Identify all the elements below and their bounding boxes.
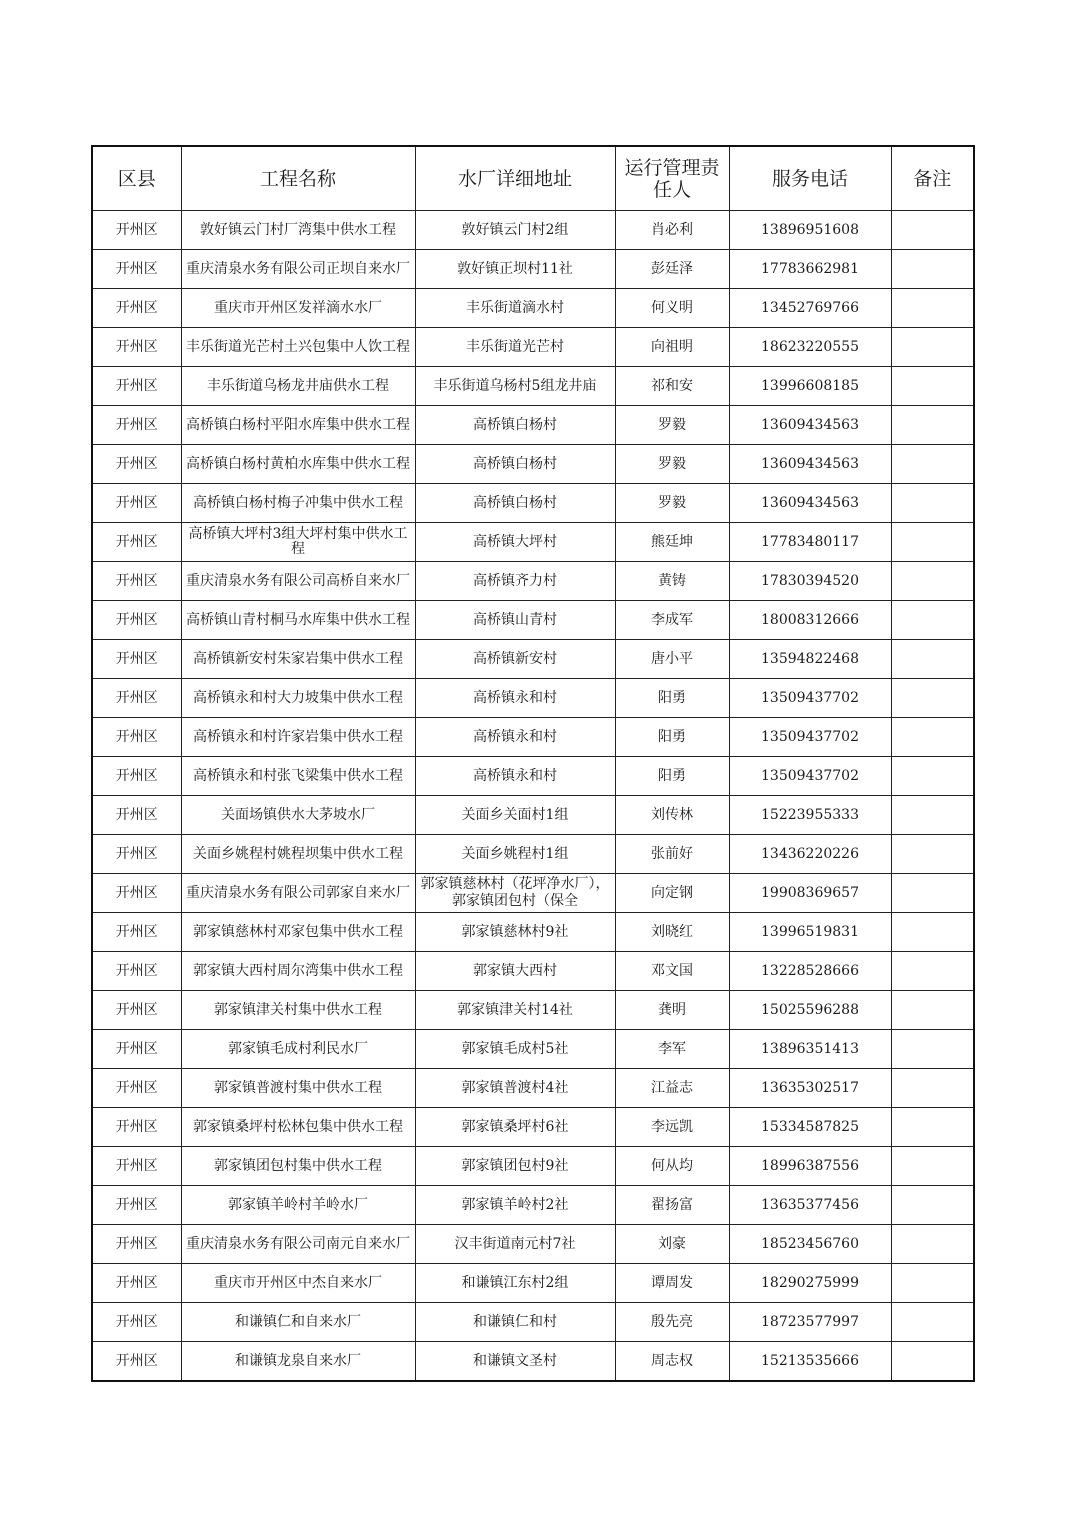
cell-county: 开州区 <box>92 991 181 1030</box>
cell-project-name: 郭家镇桑坪村松林包集中供水工程 <box>181 1108 415 1147</box>
cell-manager: 肖必利 <box>615 211 729 250</box>
cell-service-phone: 18523456760 <box>729 1225 891 1264</box>
cell-manager: 何从均 <box>615 1147 729 1186</box>
cell-note <box>891 562 974 601</box>
table-row <box>92 367 974 406</box>
cell-project-name: 敦好镇云门村厂湾集中供水工程 <box>181 211 415 250</box>
cell-plant-address: 郭家镇慈林村9社 <box>415 913 615 952</box>
cell-service-phone: 13609434563 <box>729 406 891 445</box>
cell-county: 开州区 <box>92 523 181 562</box>
cell-service-phone: 13452769766 <box>729 289 891 328</box>
cell-note <box>891 835 974 874</box>
table-row <box>92 640 974 679</box>
header-plant-address: 水厂详细地址 <box>415 146 615 211</box>
cell-service-phone: 13635377456 <box>729 1186 891 1225</box>
cell-plant-address: 和谦镇仁和村 <box>415 1303 615 1342</box>
cell-project-name: 重庆清泉水务有限公司正坝自来水厂 <box>181 250 415 289</box>
cell-note <box>891 1303 974 1342</box>
cell-manager: 向祖明 <box>615 328 729 367</box>
table-row <box>92 991 974 1030</box>
cell-note <box>891 757 974 796</box>
cell-service-phone: 18623220555 <box>729 328 891 367</box>
cell-plant-address: 高桥镇齐力村 <box>415 562 615 601</box>
cell-service-phone: 13509437702 <box>729 679 891 718</box>
cell-note <box>891 1108 974 1147</box>
cell-manager: 熊廷坤 <box>615 523 729 562</box>
table-row <box>92 1264 974 1303</box>
cell-county: 开州区 <box>92 1303 181 1342</box>
table-row <box>92 1108 974 1147</box>
cell-county: 开州区 <box>92 679 181 718</box>
cell-note <box>891 679 974 718</box>
header-manager: 运行管理责任人 <box>615 146 729 211</box>
cell-county: 开州区 <box>92 1342 181 1382</box>
cell-project-name: 重庆市开州区中杰自来水厂 <box>181 1264 415 1303</box>
table-row <box>92 874 974 913</box>
table-row <box>92 562 974 601</box>
cell-county: 开州区 <box>92 1264 181 1303</box>
table-header <box>92 146 974 211</box>
cell-note <box>891 445 974 484</box>
table-row <box>92 952 974 991</box>
cell-service-phone: 13996608185 <box>729 367 891 406</box>
cell-service-phone: 13509437702 <box>729 757 891 796</box>
cell-manager: 殷先亮 <box>615 1303 729 1342</box>
cell-plant-address: 和谦镇文圣村 <box>415 1342 615 1382</box>
table-row <box>92 445 974 484</box>
cell-plant-address: 郭家镇桑坪村6社 <box>415 1108 615 1147</box>
cell-project-name: 郭家镇大西村周尔湾集中供水工程 <box>181 952 415 991</box>
cell-county: 开州区 <box>92 835 181 874</box>
cell-service-phone: 15025596288 <box>729 991 891 1030</box>
cell-county: 开州区 <box>92 406 181 445</box>
cell-note <box>891 250 974 289</box>
header-project-name: 工程名称 <box>181 146 415 211</box>
table-row <box>92 1069 974 1108</box>
cell-plant-address: 关面乡关面村1组 <box>415 796 615 835</box>
cell-service-phone: 13609434563 <box>729 445 891 484</box>
cell-county: 开州区 <box>92 1225 181 1264</box>
cell-county: 开州区 <box>92 1069 181 1108</box>
cell-service-phone: 17783662981 <box>729 250 891 289</box>
cell-manager: 李远凯 <box>615 1108 729 1147</box>
cell-county: 开州区 <box>92 874 181 913</box>
cell-service-phone: 18723577997 <box>729 1303 891 1342</box>
cell-note <box>891 289 974 328</box>
cell-project-name: 高桥镇白杨村平阳水库集中供水工程 <box>181 406 415 445</box>
cell-note <box>891 367 974 406</box>
cell-county: 开州区 <box>92 913 181 952</box>
cell-manager: 黄铸 <box>615 562 729 601</box>
cell-project-name: 郭家镇普渡村集中供水工程 <box>181 1069 415 1108</box>
cell-plant-address-text: 郭家镇慈林村（花坪净水厂），郭家镇团包村（保全 <box>420 876 610 909</box>
table-row <box>92 757 974 796</box>
header-service-phone: 服务电话 <box>729 146 891 211</box>
cell-county: 开州区 <box>92 445 181 484</box>
cell-project-name: 高桥镇大坪村3组大坪村集中供水工程 <box>181 523 415 562</box>
cell-plant-address: 高桥镇永和村 <box>415 679 615 718</box>
cell-note <box>891 913 974 952</box>
cell-project-name: 高桥镇永和村张飞梁集中供水工程 <box>181 757 415 796</box>
table-row <box>92 835 974 874</box>
cell-service-phone: 18290275999 <box>729 1264 891 1303</box>
cell-note <box>891 484 974 523</box>
cell-plant-address: 丰乐街道光芒村 <box>415 328 615 367</box>
table-row <box>92 1186 974 1225</box>
table-row <box>92 523 974 562</box>
cell-project-name: 高桥镇白杨村黄柏水库集中供水工程 <box>181 445 415 484</box>
cell-service-phone: 13228528666 <box>729 952 891 991</box>
cell-service-phone: 19908369657 <box>729 874 891 913</box>
table-row <box>92 913 974 952</box>
cell-service-phone: 13609434563 <box>729 484 891 523</box>
cell-project-name: 郭家镇慈林村邓家包集中供水工程 <box>181 913 415 952</box>
table-row <box>92 1147 974 1186</box>
cell-manager: 刘豪 <box>615 1225 729 1264</box>
cell-note <box>891 1225 974 1264</box>
cell-manager: 罗毅 <box>615 406 729 445</box>
cell-manager: 阳勇 <box>615 757 729 796</box>
cell-plant-address: 高桥镇永和村 <box>415 757 615 796</box>
cell-project-name: 丰乐街道光芒村土兴包集中人饮工程 <box>181 328 415 367</box>
cell-plant-address: 郭家镇津关村14社 <box>415 991 615 1030</box>
cell-project-name: 关面场镇供水大茅坡水厂 <box>181 796 415 835</box>
cell-service-phone: 15334587825 <box>729 1108 891 1147</box>
cell-note <box>891 523 974 562</box>
cell-plant-address: 和谦镇江东村2组 <box>415 1264 615 1303</box>
cell-service-phone: 15213535666 <box>729 1342 891 1382</box>
cell-note <box>891 718 974 757</box>
cell-plant-address <box>415 874 615 913</box>
water-supply-table-sheet <box>91 145 973 1382</box>
cell-county: 开州区 <box>92 211 181 250</box>
cell-project-name: 和谦镇龙泉自来水厂 <box>181 1342 415 1382</box>
cell-county: 开州区 <box>92 250 181 289</box>
table-row <box>92 1030 974 1069</box>
table-row <box>92 796 974 835</box>
cell-project-name: 郭家镇团包村集中供水工程 <box>181 1147 415 1186</box>
cell-plant-address: 郭家镇团包村9社 <box>415 1147 615 1186</box>
cell-project-name: 关面乡姚程村姚程坝集中供水工程 <box>181 835 415 874</box>
cell-plant-address: 高桥镇白杨村 <box>415 445 615 484</box>
table-row <box>92 289 974 328</box>
cell-manager: 张前好 <box>615 835 729 874</box>
cell-service-phone: 18996387556 <box>729 1147 891 1186</box>
cell-plant-address: 高桥镇永和村 <box>415 718 615 757</box>
cell-county: 开州区 <box>92 289 181 328</box>
cell-project-name: 高桥镇永和村大力坡集中供水工程 <box>181 679 415 718</box>
header-note: 备注 <box>891 146 974 211</box>
cell-county: 开州区 <box>92 601 181 640</box>
cell-manager: 阳勇 <box>615 718 729 757</box>
cell-manager: 周志权 <box>615 1342 729 1382</box>
cell-county: 开州区 <box>92 1108 181 1147</box>
table-body <box>92 211 974 1382</box>
cell-county: 开州区 <box>92 328 181 367</box>
cell-manager: 彭廷泽 <box>615 250 729 289</box>
cell-project-name: 高桥镇永和村许家岩集中供水工程 <box>181 718 415 757</box>
cell-manager: 邓文国 <box>615 952 729 991</box>
table-row <box>92 211 974 250</box>
cell-service-phone: 15223955333 <box>729 796 891 835</box>
cell-county: 开州区 <box>92 640 181 679</box>
cell-service-phone: 17783480117 <box>729 523 891 562</box>
table-row <box>92 1225 974 1264</box>
cell-plant-address: 高桥镇白杨村 <box>415 406 615 445</box>
cell-manager: 谭周发 <box>615 1264 729 1303</box>
cell-county: 开州区 <box>92 367 181 406</box>
cell-plant-address: 敦好镇云门村2组 <box>415 211 615 250</box>
cell-plant-address: 高桥镇大坪村 <box>415 523 615 562</box>
cell-project-name: 郭家镇毛成村利民水厂 <box>181 1030 415 1069</box>
cell-project-name: 重庆清泉水务有限公司高桥自来水厂 <box>181 562 415 601</box>
cell-note <box>891 1147 974 1186</box>
cell-note <box>891 952 974 991</box>
cell-note <box>891 328 974 367</box>
cell-service-phone: 13635302517 <box>729 1069 891 1108</box>
table-row <box>92 1303 974 1342</box>
cell-plant-address: 丰乐街道乌杨村5组龙井庙 <box>415 367 615 406</box>
cell-manager: 何义明 <box>615 289 729 328</box>
cell-plant-address: 郭家镇毛成村5社 <box>415 1030 615 1069</box>
table-row <box>92 328 974 367</box>
cell-county: 开州区 <box>92 757 181 796</box>
cell-project-name: 郭家镇津关村集中供水工程 <box>181 991 415 1030</box>
cell-manager: 翟扬富 <box>615 1186 729 1225</box>
cell-service-phone: 13436220226 <box>729 835 891 874</box>
cell-plant-address: 关面乡姚程村1组 <box>415 835 615 874</box>
water-supply-table <box>91 145 975 1382</box>
cell-county: 开州区 <box>92 952 181 991</box>
cell-project-name: 高桥镇山青村桐马水库集中供水工程 <box>181 601 415 640</box>
table-row <box>92 1342 974 1382</box>
cell-manager: 祁和安 <box>615 367 729 406</box>
table-row <box>92 406 974 445</box>
cell-service-phone: 18008312666 <box>729 601 891 640</box>
cell-project-name: 高桥镇白杨村梅子冲集中供水工程 <box>181 484 415 523</box>
cell-plant-address: 高桥镇山青村 <box>415 601 615 640</box>
cell-note <box>891 1030 974 1069</box>
cell-note <box>891 601 974 640</box>
cell-note <box>891 1069 974 1108</box>
cell-service-phone: 13509437702 <box>729 718 891 757</box>
table-row <box>92 679 974 718</box>
cell-manager: 李成军 <box>615 601 729 640</box>
cell-county: 开州区 <box>92 484 181 523</box>
cell-service-phone: 13896351413 <box>729 1030 891 1069</box>
cell-manager: 李军 <box>615 1030 729 1069</box>
cell-note <box>891 991 974 1030</box>
cell-service-phone: 13896951608 <box>729 211 891 250</box>
cell-manager: 江益志 <box>615 1069 729 1108</box>
cell-note <box>891 1186 974 1225</box>
cell-plant-address: 汉丰街道南元村7社 <box>415 1225 615 1264</box>
cell-plant-address: 郭家镇大西村 <box>415 952 615 991</box>
cell-project-name: 郭家镇羊岭村羊岭水厂 <box>181 1186 415 1225</box>
cell-plant-address: 高桥镇白杨村 <box>415 484 615 523</box>
cell-manager: 阳勇 <box>615 679 729 718</box>
cell-manager: 罗毅 <box>615 445 729 484</box>
cell-plant-address: 郭家镇普渡村4社 <box>415 1069 615 1108</box>
cell-project-name: 重庆清泉水务有限公司郭家自来水厂 <box>181 874 415 913</box>
cell-county: 开州区 <box>92 562 181 601</box>
cell-project-name: 重庆清泉水务有限公司南元自来水厂 <box>181 1225 415 1264</box>
table-row <box>92 718 974 757</box>
table-row <box>92 250 974 289</box>
cell-plant-address: 郭家镇羊岭村2社 <box>415 1186 615 1225</box>
cell-note <box>891 1342 974 1382</box>
cell-plant-address: 高桥镇新安村 <box>415 640 615 679</box>
cell-plant-address: 丰乐街道滴水村 <box>415 289 615 328</box>
table-row <box>92 484 974 523</box>
cell-note <box>891 1264 974 1303</box>
cell-project-name: 丰乐街道乌杨龙井庙供水工程 <box>181 367 415 406</box>
cell-note <box>891 874 974 913</box>
cell-plant-address: 敦好镇正坝村11社 <box>415 250 615 289</box>
cell-project-name: 高桥镇新安村朱家岩集中供水工程 <box>181 640 415 679</box>
cell-manager: 刘传林 <box>615 796 729 835</box>
cell-note <box>891 640 974 679</box>
cell-manager: 龚明 <box>615 991 729 1030</box>
cell-county: 开州区 <box>92 1186 181 1225</box>
cell-note <box>891 796 974 835</box>
cell-service-phone: 17830394520 <box>729 562 891 601</box>
cell-county: 开州区 <box>92 718 181 757</box>
cell-note <box>891 406 974 445</box>
cell-manager: 罗毅 <box>615 484 729 523</box>
cell-county: 开州区 <box>92 796 181 835</box>
cell-county: 开州区 <box>92 1147 181 1186</box>
header-county: 区县 <box>92 146 181 211</box>
cell-service-phone: 13996519831 <box>729 913 891 952</box>
cell-manager: 唐小平 <box>615 640 729 679</box>
cell-service-phone: 13594822468 <box>729 640 891 679</box>
cell-manager: 刘晓红 <box>615 913 729 952</box>
cell-manager: 向定钢 <box>615 874 729 913</box>
table-row <box>92 601 974 640</box>
header-row <box>92 146 974 211</box>
cell-county: 开州区 <box>92 1030 181 1069</box>
cell-project-name: 重庆市开州区发祥滴水水厂 <box>181 289 415 328</box>
cell-note <box>891 211 974 250</box>
cell-project-name: 和谦镇仁和自来水厂 <box>181 1303 415 1342</box>
